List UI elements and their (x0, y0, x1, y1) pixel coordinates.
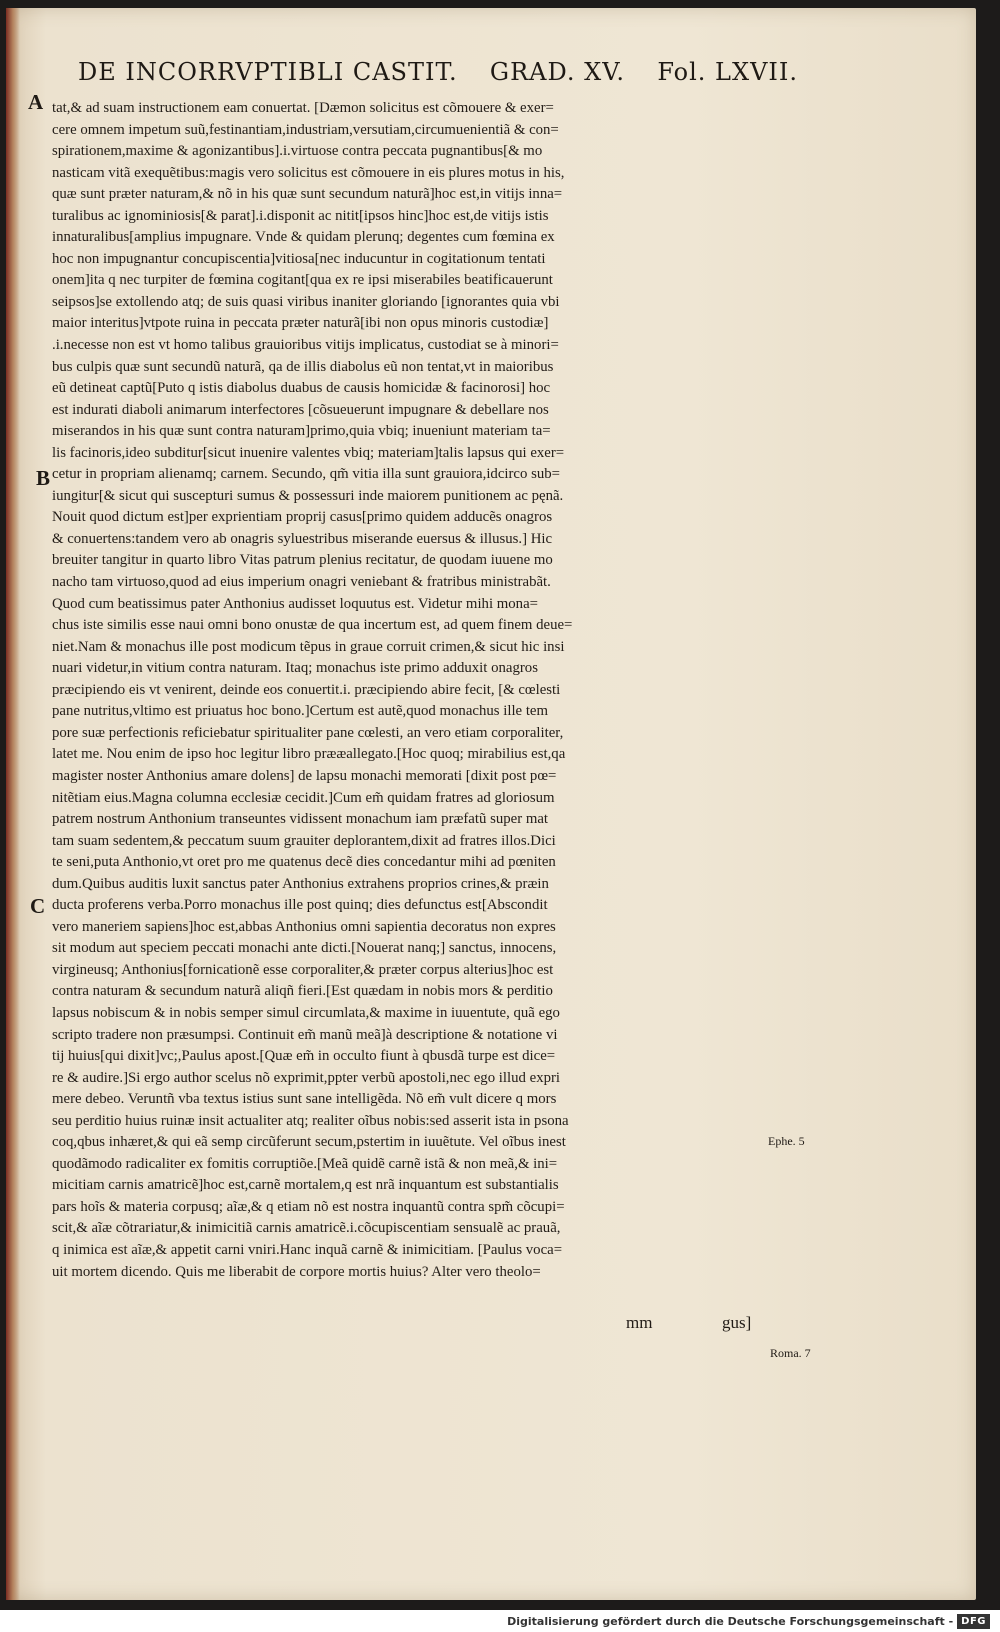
text-line: re & audire.]Si ergo author scelus nõ exprimit,ppter verbũ apostoli,nec ego illud expri (52, 1069, 561, 1086)
text-line: pore suæ perfectionis reficiebatur spiritualiter pane cœlesti, an vero etiam corporaliter, (52, 724, 564, 741)
footer-credit: Digitalisierung gefördert durch die Deutsche Forschungsgemeinschaft - (507, 1614, 954, 1628)
text-line: iungitur[& sicut qui suscepturi sumus & possessuri inde maiorem punitionem ac pęnã. (52, 487, 564, 504)
text-line: spirationem,maxime & agonizantibus].i.virtuose contra peccata pugnantibus[& mo (52, 143, 543, 160)
text-line: q inimica est aĩæ,& appetit carni vniri.Hanc inquã carnẽ & inimicitiam. [Paulus voca= (52, 1241, 563, 1258)
margin-ref-ephe: Ephe. 5 (768, 1134, 805, 1148)
text-line: nuari videtur,in vitium contra naturam. Itaq; monachus iste primo adduxit onagros (52, 660, 538, 677)
text-line: chus iste similis esse naui omni bono onustæ de qua incertum est, ad quem finem deue= (52, 617, 573, 634)
section-mark-a: A (28, 90, 44, 114)
text-line: Quod cum beatissimus pater Anthonius audisset loquutus est. Videtur mihi mona= (52, 595, 538, 612)
text-line: bus culpis quæ sunt secundũ naturã, qa de illis diabolus eũ non tentat,vt in maioribus (52, 358, 554, 375)
text-line: est indurati diaboli animarum interfectores [cõsueuerunt impugnare & debellare nos (52, 401, 549, 418)
text-line: contra naturam & secundum naturã aliqñ fieri.[Est quædam in nobis mors & perditio (52, 983, 553, 1000)
text-line: seu perditio huius ruinæ insit actualiter atq; realiter oĩbus nobis:sed asserit ista in psona (52, 1112, 569, 1129)
text-line: tij huius[qui dixit]vc;,Paulus apost.[Quæ em̃ in occulto fiunt à qbusdã turpe est dice= (52, 1048, 556, 1065)
text-line: magister noster Anthonius amare dolens] de lapsu monachi memorati [dixit post pœ= (52, 767, 557, 784)
text-line: micitiam carnis amatricẽ]hoc est,carnẽ mortalem,q est nrã inquantum est substantialis (52, 1177, 559, 1194)
text-line: cere omnem impetum suũ,festinantiam,industriam,versutiam,circumuenientiã & con= (52, 121, 559, 138)
text-line: pars hoĩs & materia corpusq; aĩæ,& q etiam nõ est nostra inquantũ contra spm̃ cõcupi= (52, 1198, 565, 1215)
text-line: turalibus ac ignominiosis[& parat].i.disponit ac nitit[ipsos hinc]hoc est,de vitijs istis (52, 207, 549, 224)
section-mark-b: B (36, 466, 51, 490)
text-line: miserandos in his quæ sunt contra naturam]primo,quia vbiq; inueniunt materiam ta= (52, 423, 551, 440)
section-mark-c: C (30, 894, 46, 918)
folio-number: Fol. LXVII. (657, 58, 798, 86)
text-line: tat,& ad suam instructionem eam conuertat. [Dæmon solicitus est cõmouere & exer= (52, 100, 554, 116)
text-line: scripto tradere non præsumpsi. Continuit em̃ manũ meã]à descriptione & notatione vi (52, 1026, 558, 1043)
text-line: maior interitus]vtpote ruina in peccata præter naturã[ibi non opus minoris custodiæ] (52, 315, 549, 332)
text-line: .i.necesse non est vt homo talibus grauioribus vitijs implicatus, custodiat se à minori= (52, 337, 559, 354)
margin-ref-roma: Roma. 7 (770, 1346, 811, 1360)
text-line: innaturalibus[amplius impugnare. Vnde & quidam plerunq; degentes cum fœmina ex (52, 229, 555, 246)
text-line: sit modum aut speciem peccati monachi ante dicti.[Nouerat nanq;] sanctus, innocens, (52, 940, 557, 957)
signature-mark: mm (626, 1313, 653, 1332)
digitization-footer (0, 1610, 1000, 1632)
text-line: Nouit quod dictum est]per exprientiam proprij casus[primo quidem adducẽs onagros (52, 509, 553, 526)
text-line: pane nutritus,vltimo est priuatus hoc bono.]Certum est autẽ,quod monachus ille tem (52, 703, 549, 720)
body-text (52, 98, 764, 1283)
text-line: mere debeo. Veruntñ vba textus istius sunt sane intelligẽda. Nõ em̃ vult dicere q mors (52, 1091, 557, 1108)
text-line: lis facinoris,ideo subditur[sicut inuenire valentes vbiq; materiam]talis lapsus qui exer= (52, 444, 565, 461)
text-line: coq,qbus inhæret,& qui eã semp circũferunt secum,pstertim in iuuẽtute. Vel oĩbus inest (52, 1134, 566, 1151)
text-line: nasticam vitã exequẽtibus:magis vero solicitus est cõmouere in eis plures motus in his, (52, 164, 565, 181)
text-line: cetur in propriam alienamq; carnem. Secundo, qm̃ vitia illa sunt grauiora,idcirco sub= (52, 466, 560, 483)
text-line: nitẽtiam eius.Magna columna ecclesiæ cecidit.]Cum em̃ quidam fratres ad gloriosum (52, 789, 555, 806)
text-line: patrem nostrum Anthonium transeuntes vidissent monachum iam præfatũ super mat (52, 811, 549, 828)
text-line: lapsus nobiscum & in nobis semper simul circumlata,& maxime in iuuentute, quã ego (52, 1004, 560, 1021)
text-line: latet me. Nou enim de ipso hoc legitur libro prææallegato.[Hoc quoq; mirabilius est,qa (52, 746, 566, 763)
text-line: ducta proferens verba.Porro monachus ille post quinq; dies defunctus est[Abscondit (52, 897, 548, 914)
text-line: seipsos]se extollendo atq; de suis quasi viribus inaniter gloriando [ignorantes quia vbi (52, 293, 560, 310)
text-line: niet.Nam & monachus ille post modicum tẽpus in graue corruit crimen,& sicut hic insi (52, 638, 565, 655)
page-binding-edge (6, 8, 20, 1600)
text-line: breuiter tangitur in quarto libro Vitas patrum plenius recitatur, de quodam iuuene mo (52, 552, 553, 569)
text-line: uit mortem dicendo. Quis me liberabit de corpore mortis huius? Alter vero theolo= (52, 1263, 541, 1280)
text-line: nacho tam virtuoso,quod ad eius imperium onagri veniebant & fratribus ministrabãt. (52, 574, 551, 591)
dfg-logo-icon: DFG (957, 1614, 990, 1629)
text-line: tam suam sedentem,& peccatum suum grauiter deplorantem,dixit ad fratres illos.Dici (52, 832, 556, 849)
text-line: hoc non impugnantur concupiscentia]vitiosa[nec inducuntur in cogitationum tentati (52, 250, 546, 267)
text-line: & conuertens:tandem vero ab onagris syluestribus miserande euersus & illusus.] Hic (52, 530, 553, 547)
text-line: vero maneriem sapiens]hoc est,abbas Anthonius omni sapientia decoratus non expres (52, 918, 556, 935)
text-line: quæ sunt præter naturam,& nõ in his quæ sunt secundum naturã]hoc est,in vitijs inna= (52, 186, 563, 203)
running-header (78, 58, 798, 98)
catchword: gus] (722, 1313, 752, 1332)
text-line: onem]ita q nec turpiter de fœmina cogitant[qua ex re ipsi miserabiles beatificauerunt (52, 272, 553, 289)
running-title: DE INCORRVPTIBLI CASTIT. (78, 58, 458, 86)
text-line: eũ detineat captũ[Puto q istis diabolus duabus de causis homicidæ & facinorosi] hoc (52, 380, 551, 397)
grade-number: GRAD. XV. (489, 58, 625, 86)
text-line: præcipiendo eis vt venirent, deinde eos conuertit.i. præcipiendo abire fecit, [& cœlesti (52, 681, 561, 698)
text-line: te seni,puta Anthonio,vt oret pro me quatenus decẽ dies concedantur mihi ad pœniten (52, 854, 556, 871)
text-line: virgineusq; Anthonius[fornicationẽ esse corporaliter,& præter corpus alterius]hoc est (52, 961, 554, 978)
text-line: dum.Quibus auditis luxit sanctus pater Anthonius extrahens proprios crines,& præin (52, 875, 549, 892)
text-line: scit,& aĩæ cõtrariatur,& inimicitiã carnis amatricẽ.i.cõcupiscentiam sensualẽ ac prauã, (52, 1220, 561, 1237)
text-line: quodãmodo radicaliter ex fomitis corruptiõe.[Meã quidẽ carnẽ istã & non meã,& ini= (52, 1155, 558, 1172)
